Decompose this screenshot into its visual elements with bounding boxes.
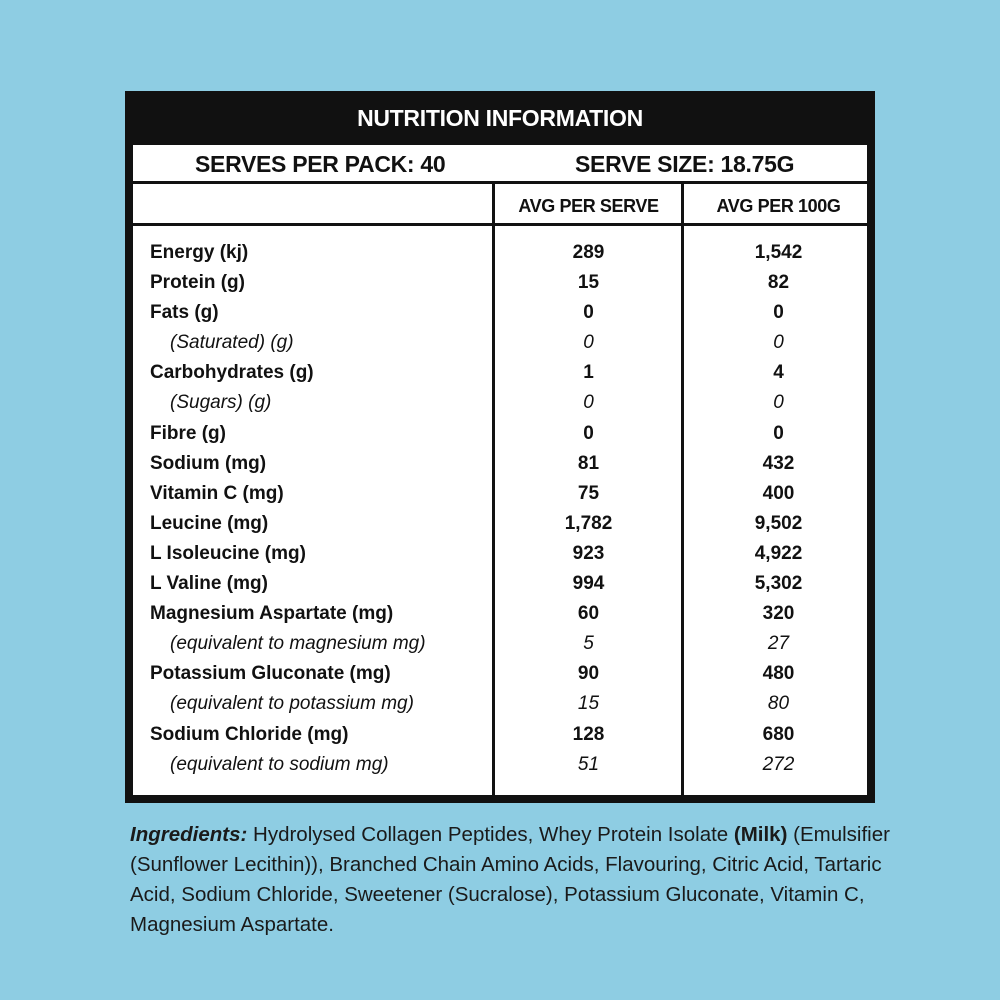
- nutrient-label: Energy (kj): [150, 242, 249, 263]
- value-per-serve: 0: [583, 332, 594, 354]
- table-row: [133, 509, 867, 539]
- value-per-serve: 994: [572, 573, 605, 595]
- value-per-serve: 923: [572, 542, 605, 564]
- value-per-serve: 90: [577, 663, 600, 685]
- nutrition-panel: [125, 91, 875, 803]
- table-row: [133, 750, 867, 780]
- col-header-avg-per-serve: AVG PER SERVE: [518, 196, 659, 216]
- table-row: [133, 539, 867, 569]
- value-per-100g: 272: [762, 753, 795, 775]
- value-per-serve: 75: [577, 482, 600, 504]
- value-per-100g: 4: [773, 362, 784, 384]
- value-per-serve: 5: [583, 633, 594, 655]
- nutrient-label: Potassium Gluconate (mg): [150, 663, 391, 685]
- value-per-serve: 1: [583, 362, 594, 384]
- table-row: [133, 449, 867, 479]
- ingredients-part-1: Hydrolysed Collagen Peptides, Whey Protein Isolate: [247, 823, 734, 846]
- value-per-serve: 289: [572, 242, 605, 263]
- nutrient-label: (equivalent to magnesium mg): [170, 633, 426, 655]
- value-per-serve: 15: [577, 693, 600, 715]
- table-row: [133, 599, 867, 629]
- table-row: [133, 629, 867, 659]
- nutrient-label: Magnesium Aspartate (mg): [150, 603, 394, 625]
- value-per-serve: 60: [577, 603, 600, 625]
- value-per-100g: 1,542: [754, 242, 803, 263]
- value-per-serve: 0: [583, 302, 594, 324]
- value-per-serve: 0: [583, 392, 594, 414]
- table-row: [133, 689, 867, 719]
- nutrient-rows: [133, 238, 867, 780]
- serves-per-pack: SERVES PER PACK: 40: [195, 151, 446, 177]
- table-row: [133, 659, 867, 689]
- nutrient-label: Vitamin C (mg): [150, 482, 284, 504]
- table-row: [133, 388, 867, 418]
- nutrient-label: Carbohydrates (g): [150, 362, 314, 384]
- table-row: [133, 479, 867, 509]
- value-per-100g: 9,502: [754, 512, 803, 534]
- value-per-100g: 0: [773, 302, 784, 324]
- nutrient-label: Fats (g): [150, 302, 219, 324]
- value-per-serve: 81: [577, 452, 600, 474]
- value-per-100g: 0: [773, 392, 784, 414]
- value-per-100g: 80: [767, 693, 790, 715]
- nutrient-label: Protein (g): [150, 272, 245, 294]
- value-per-100g: 5,302: [754, 573, 803, 595]
- table-row: [133, 358, 867, 388]
- allergen-milk: (Milk): [733, 823, 788, 846]
- ingredients-part-2: (Emulsifier (Sunflower Lecithin)), Branched Chain Amino Acids, Flavouring, Citric Acid, Tartaric Acid, Sodium Chloride, Sweetener (Sucralose), Potassium Gluconate, Vitamin C, Magnesium Aspartate.: [130, 823, 890, 936]
- value-per-serve: 51: [577, 753, 600, 775]
- value-per-100g: 480: [762, 663, 795, 685]
- column-header-row: [133, 184, 867, 226]
- table-row: [133, 569, 867, 599]
- nutrient-label: Sodium Chloride (mg): [150, 723, 349, 745]
- value-per-100g: 432: [762, 452, 795, 474]
- value-per-100g: 400: [762, 482, 795, 504]
- value-per-100g: 27: [767, 633, 790, 655]
- nutrient-label: (equivalent to potassium mg): [170, 693, 414, 715]
- value-per-100g: 0: [773, 422, 784, 444]
- value-per-100g: 680: [762, 723, 795, 745]
- panel-title: NUTRITION INFORMATION: [357, 105, 643, 131]
- nutrient-label: L Valine (mg): [150, 573, 268, 595]
- nutrient-label: (Sugars) (g): [170, 392, 272, 414]
- value-per-serve: 0: [583, 422, 594, 444]
- table-row: [133, 298, 867, 328]
- nutrient-label: (equivalent to sodium mg): [170, 753, 389, 775]
- table-row: [133, 268, 867, 298]
- col-header-avg-per-100g: AVG PER 100G: [716, 196, 841, 216]
- ingredients-text: [130, 820, 890, 940]
- serves-row: [133, 145, 867, 184]
- value-per-100g: 320: [762, 603, 795, 625]
- nutrient-label: L Isoleucine (mg): [150, 542, 306, 564]
- table-row: [133, 720, 867, 750]
- table-row: [133, 238, 867, 268]
- value-per-serve: 15: [577, 272, 600, 294]
- nutrient-label: Sodium (mg): [150, 452, 267, 474]
- nutrient-label: (Saturated) (g): [170, 332, 294, 354]
- value-per-serve: 1,782: [564, 512, 613, 534]
- value-per-100g: 4,922: [754, 542, 803, 564]
- value-per-serve: 128: [572, 723, 605, 745]
- nutrient-label: Fibre (g): [150, 422, 226, 444]
- nutrition-table: [133, 145, 867, 795]
- serve-size: SERVE SIZE: 18.75G: [575, 151, 795, 177]
- table-row: [133, 328, 867, 358]
- value-per-100g: 0: [773, 332, 784, 354]
- value-per-100g: 82: [767, 272, 790, 294]
- table-row: [133, 419, 867, 449]
- ingredients-heading: Ingredients:: [130, 823, 248, 846]
- nutrient-label: Leucine (mg): [150, 512, 269, 534]
